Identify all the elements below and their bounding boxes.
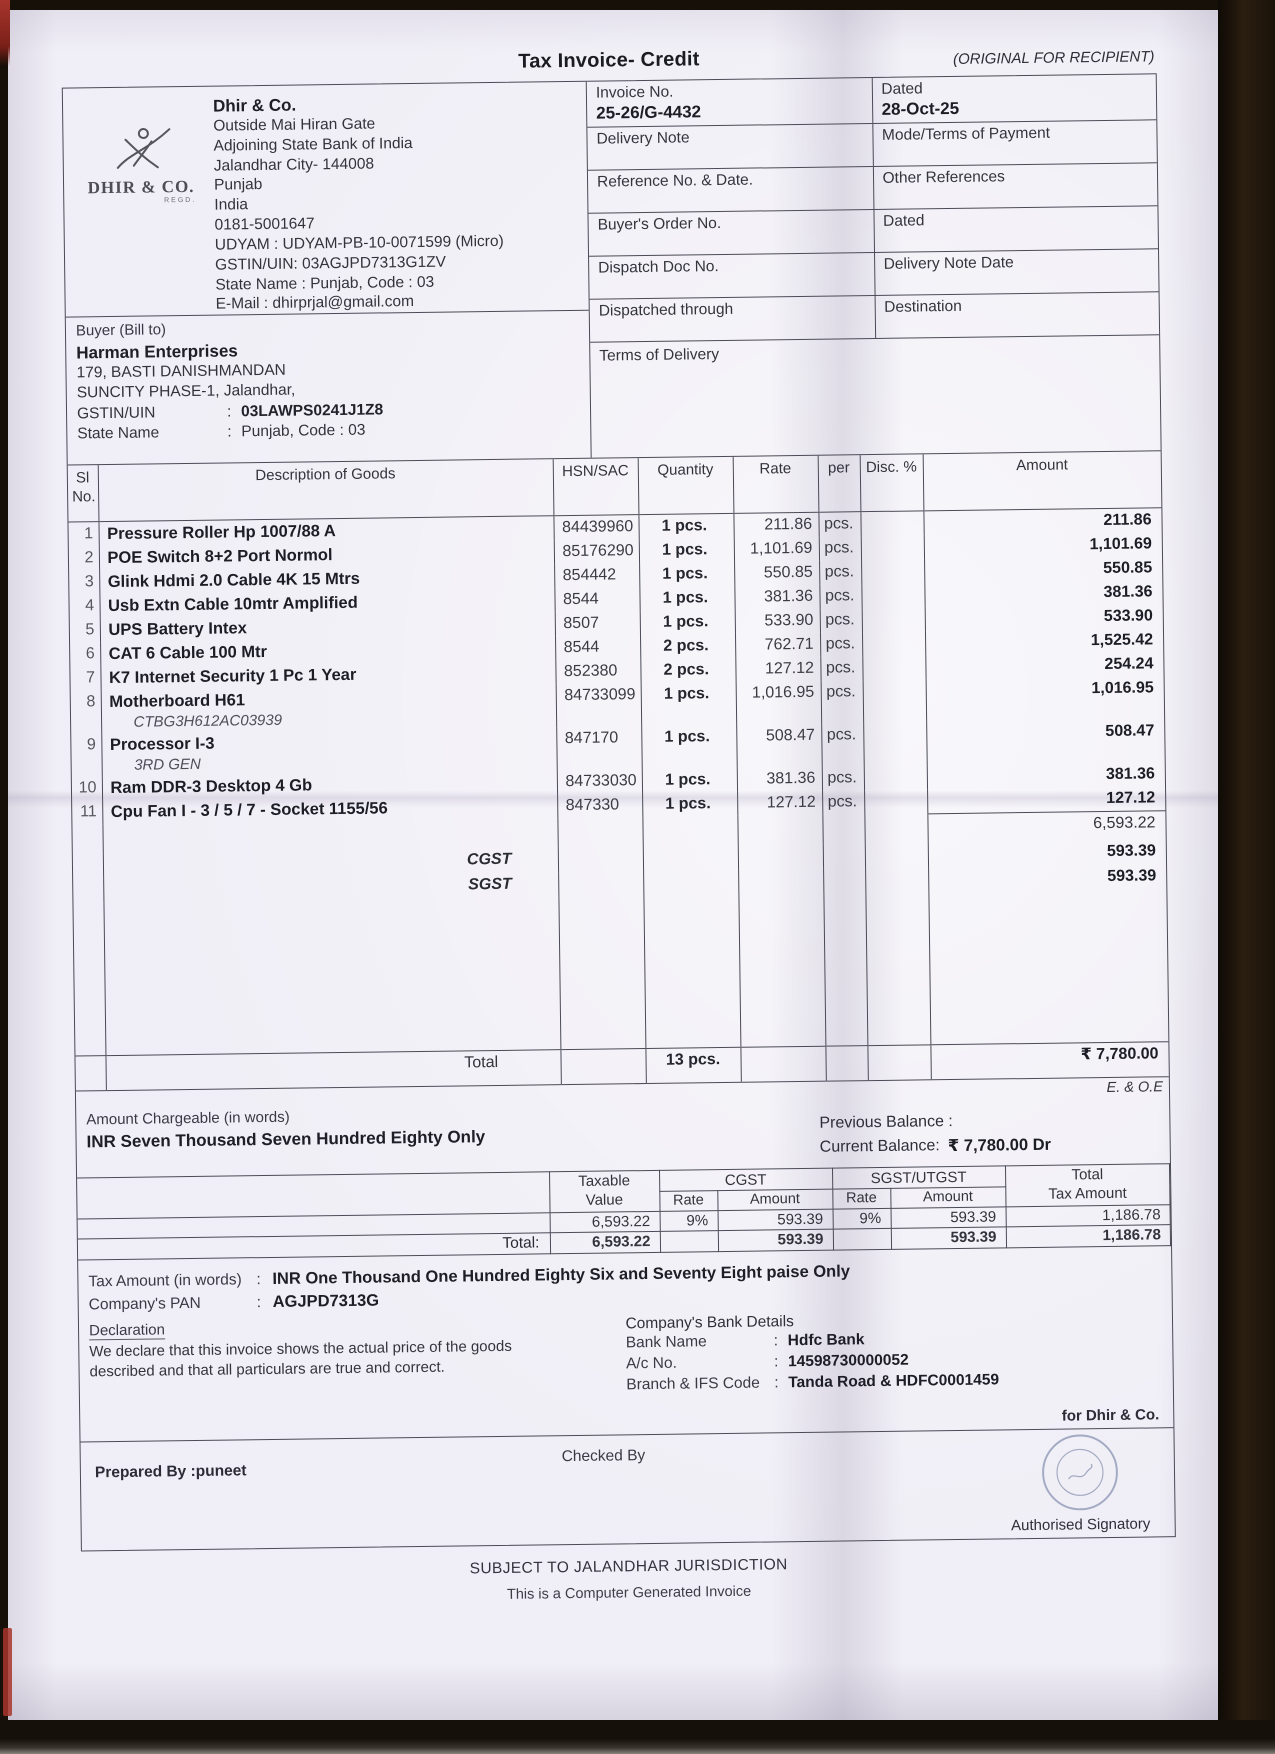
total-tax-header: Total Tax Amount [1005,1164,1170,1207]
item-amount: 381.36 [927,762,1165,789]
item-amount: 1,101.69 [924,532,1162,559]
item-hsn: 84733099 [556,683,642,727]
col-header-per: per [818,455,861,512]
cgst-amount-header: Amount [717,1189,832,1210]
tax-summary-table [77,1163,1171,1260]
tax-amount-in-words: INR One Thousand One Hundred Eighty Six and Seventy Eight paise Only [272,1262,851,1288]
col-header-quantity: Quantity [638,457,734,514]
item-amount: 211.86 [923,507,1161,535]
amount-in-words: INR Seven Thousand Seven Hundred Eighty Only [86,1126,486,1151]
meta-label: Reference No. & Date. [596,171,754,191]
scan-edge-bottom [0,1720,1275,1754]
company-logo [67,95,216,317]
bank-detail-row: Bank Name : Hdfc Bank [625,1330,865,1352]
item-description: Cpu Fan I - 3 / 5 / 7 - Socket 1155/56 [110,798,388,821]
item-amount: 1,525.42 [925,628,1163,655]
seller-address-line: India [214,196,249,214]
declaration-title: Declaration [88,1321,166,1340]
scan-edge-top [0,0,1275,10]
item-serial: 1 [84,524,94,542]
item-serial: 5 [85,620,95,638]
item-per: pcs. [820,656,862,681]
seller-address-line: Adjoining State Bank of India [213,134,413,155]
tax-total-label: Total: [78,1233,550,1260]
seller-name: Dhir & Co. [212,95,297,116]
buyer-name: Harman Enterprises [76,341,238,363]
item-rate: 550.85 [734,560,819,585]
scan-red-mark-bottom [3,1628,12,1716]
seller-address-line: Punjab [213,176,263,195]
item-discount [864,789,927,814]
items-table [68,451,1169,1091]
copy-type-label: (ORIGINAL FOR RECIPIENT) [952,48,1155,68]
item-per: pcs. [822,790,864,815]
meta-cell [588,210,873,257]
item-amount: 127.12 [927,786,1165,814]
seller-address-line: Outside Mai Hiran Gate [213,115,376,135]
item-per: pcs. [821,680,864,724]
meta-label: Dispatched through [598,300,734,320]
item-rate: 1,101.69 [734,536,819,561]
meta-label: Delivery Note Date [883,254,1014,273]
cgst-header: CGST [659,1168,832,1191]
item-rate: 508.47 [736,723,822,767]
item-serial: 11 [80,802,97,820]
meta-label: Other References [882,168,1005,187]
invoice-main-box [62,73,1176,1551]
bank-details-block [625,1308,1163,1411]
sgst-amount: 593.39 [928,864,1166,892]
items-subtotal: 6,593.22 [927,810,1165,842]
meta-cell [587,78,872,128]
cgst-rate: 9% [660,1210,718,1231]
col-header-hsn: HSN/SAC [553,458,639,515]
item-description: POE Switch 8+2 Port Normol [107,545,333,567]
item-rate: 127.12 [737,790,822,816]
item-discount [862,655,925,680]
item-per: pcs. [819,584,861,609]
col-header-disc: Disc. % [860,454,924,511]
meta-cell [587,124,872,171]
item-hsn: 8507 [555,611,640,636]
bank-detail-row: A/c No. : 14598730000052 [625,1351,909,1372]
buyer-state: State Name : Punjab, Code : 03 [77,421,366,443]
col-header-sl: Sl No. [68,465,99,521]
item-hsn: 847330 [557,793,642,819]
item-per: pcs. [818,511,860,536]
item-quantity: 1 pcs. [638,513,733,539]
item-serial: 7 [85,668,96,686]
item-hsn: 847170 [556,726,642,770]
for-company-label: for Dhir & Co. [1061,1406,1160,1425]
item-discount [863,679,927,723]
invoice-title: Tax Invoice- Credit [518,48,700,73]
seller-address-line: 0181-5001647 [214,215,315,234]
taxable-total: 6,593.22 [550,1231,660,1253]
meta-value: 25-26/G-4432 [596,102,702,123]
item-quantity: 1 pcs. [640,609,735,634]
item-description: Motherboard H61 [109,690,246,711]
item-rate: 533.90 [735,608,820,633]
item-description-cell [101,727,557,776]
item-per: pcs. [821,723,864,767]
meta-cell [589,253,874,300]
item-amount: 381.36 [924,580,1162,607]
item-discount [862,631,925,656]
item-serial: 9 [86,735,96,753]
item-hsn: 84439960 [553,514,638,540]
total-label: Total [105,1049,560,1090]
item-description: Pressure Roller Hp 1007/88 A [107,521,336,543]
item-serial: 2 [84,548,94,566]
current-balance-row: Current Balance: ₹ 7,780.00 Dr [820,1131,1160,1160]
total-tax-amount: 1,186.78 [1006,1204,1171,1226]
taxable-value: 6,593.22 [550,1211,660,1232]
item-quantity: 1 pcs. [642,791,737,817]
terms-of-delivery-label: Terms of Delivery [599,346,720,365]
item-amount: 254.24 [925,652,1163,679]
item-rate: 1,016.95 [736,680,822,724]
computer-generated-note: This is a Computer Generated Invoice [506,1583,752,1603]
company-logo-regd: REGD. [164,196,197,205]
item-per: pcs. [819,560,861,585]
item-hsn: 85176290 [554,539,639,564]
item-serial: 8 [86,692,96,710]
meta-cell [873,206,1158,253]
signature-block [999,1430,1160,1534]
item-rate: 127.12 [735,656,820,681]
item-serial: 10 [78,778,97,796]
item-quantity: 2 pcs. [640,657,735,682]
item-amount: 1,016.95 [926,676,1165,722]
company-logo-text: DHIR & CO. [87,176,195,198]
meta-label: Buyer's Order No. [597,214,722,234]
item-discount [864,765,927,790]
meta-cell [588,167,873,214]
item-discount [860,510,923,535]
item-description-cell [101,684,557,733]
sgst-rate-header: Rate [832,1188,890,1208]
item-discount [861,559,924,584]
item-per: pcs. [822,766,864,791]
item-amount: 550.85 [924,556,1162,583]
item-hsn: 8544 [554,587,639,612]
jurisdiction-note: SUBJECT TO JALANDHAR JURISDICTION [469,1555,788,1578]
declaration-block: Declaration We declare that this invoice shows the actual price of the goods described and that all particulars are true and correct. [88,1321,512,1381]
meta-label: Dated [881,80,923,98]
sgst-amount-header: Amount [890,1187,1005,1208]
cgst-tax-amount: 593.39 [718,1209,833,1231]
meta-value: 28-Oct-25 [881,98,960,119]
buyer-address-line: SUNCITY PHASE-1, Jalandhar, [76,381,296,402]
prepared-by-label: Prepared By :puneet [94,1462,247,1482]
item-per: pcs. [819,536,861,561]
invoice-meta-grid [587,74,1159,342]
meta-label: Delivery Note [596,129,690,148]
current-balance-value: ₹ 7,780.00 Dr [947,1135,1052,1155]
item-quantity: 1 pcs. [642,767,737,792]
meta-cell [872,163,1157,210]
item-description: UPS Battery Intex [108,618,247,639]
invoice-paper [8,10,1218,1722]
item-hsn: 854442 [554,563,639,588]
taxable-value-header: Taxable Value [549,1171,660,1213]
seller-address-line: E-Mail : dhirprjal@gmail.com [215,293,415,314]
meta-cell [872,120,1157,167]
bank-details-title: Company's Bank Details [625,1312,794,1333]
grand-total-amount: ₹ 7,780.00 [930,1041,1168,1079]
sgst-tax-amount: 593.39 [891,1207,1006,1229]
scan-edge-left [0,0,8,1754]
meta-cell [874,292,1159,339]
amount-chargeable-section [76,1095,1170,1176]
meta-cell [871,74,1156,124]
buyer-section-label: Buyer (Bill to) [75,321,167,340]
item-quantity: 1 pcs. [639,585,734,610]
buyer-gstin: GSTIN/UIN : 03LAWPS0241J1Z8 [76,400,384,422]
invoice-content [8,10,1218,1609]
meta-label: Mode/Terms of Payment [881,124,1051,144]
total-quantity: 13 pcs. [645,1047,740,1083]
scan-red-mark-top [0,0,10,66]
item-quantity: 2 pcs. [640,633,735,658]
sgst-header: SGST/UTGST [832,1166,1005,1189]
cgst-amount: 593.39 [928,839,1166,867]
item-quantity: 1 pcs. [641,681,737,725]
signature-strip [81,1427,1175,1550]
buyer-block [66,311,591,465]
previous-balance-row: Previous Balance : [819,1112,953,1132]
item-quantity: 1 pcs. [639,561,734,586]
meta-label: Invoice No. [595,83,674,102]
item-rate: 211.86 [733,512,818,538]
sgst-total: 593.39 [891,1227,1006,1250]
meta-label: Dated [882,212,925,230]
item-rate: 381.36 [737,766,822,791]
checked-by-label: Checked By [561,1446,646,1465]
item-description: Glink Hdmi 2.0 Cable 4K 15 Mtrs [107,569,361,591]
title-row [61,42,1156,79]
item-description: K7 Internet Security 1 Pc 1 Year [108,665,357,687]
col-header-amount: Amount [923,451,1162,510]
item-discount [863,722,927,766]
item-quantity: 1 pcs. [639,537,734,562]
seller-address-line: UDYAM : UDYAM-PB-10-0071599 (Micro) [214,232,504,254]
item-hsn: 852380 [555,659,640,684]
amount-chargeable-label: Amount Chargeable (in words) [86,1108,290,1128]
item-rate: 762.71 [735,632,820,657]
item-quantity: 1 pcs. [641,724,737,768]
item-hsn: 84733030 [557,769,642,794]
item-rate: 381.36 [734,584,819,609]
seller-address-line: State Name : Punjab, Code : 03 [215,273,435,294]
meta-label: Dispatch Doc No. [598,258,719,277]
item-per: pcs. [820,632,862,657]
buyer-address-line: 179, BASTI DANISHMANDAN [76,361,286,382]
tax-amount-in-words-row: Tax Amount (in words) : INR One Thousand One Hundred Eighty Six and Seventy Eight paise Only [88,1262,851,1291]
item-serial: 3 [84,572,94,590]
item-serial: 4 [85,596,95,614]
meta-label: Destination [884,297,962,316]
sgst-label: SGST [103,872,558,903]
seller-block [63,82,589,318]
scan-edge-right [1218,0,1275,1754]
col-header-description: Description of Goods [98,459,554,521]
item-discount [861,583,924,608]
item-description: Usb Extn Cable 10mtr Amplified [107,593,358,615]
item-description: Processor I-3 [109,734,215,754]
company-pan-row: Company's PAN : AGJPD7313G [88,1291,380,1314]
item-description-subline: 3RD GEN [134,755,201,774]
item-discount [862,607,925,632]
cgst-total: 593.39 [718,1229,833,1252]
seller-address-line: Jalandhar City- 144008 [213,155,375,175]
item-description-subline: CTBG3H612AC03939 [133,711,283,731]
meta-cell [874,249,1159,296]
sgst-rate: 9% [833,1208,891,1229]
seller-address-line: GSTIN/UIN: 03AGJPD7313G1ZV [215,253,447,274]
company-pan: AGJPD7313G [272,1291,380,1311]
company-logo-figure-icon [103,123,178,176]
invoice-header-section [63,74,1161,465]
eoe-label: E. & O.E [1106,1078,1164,1096]
item-description: Ram DDR-3 Desktop 4 Gb [110,775,313,797]
item-amount: 508.47 [926,719,1165,765]
tax-grand-total: 1,186.78 [1006,1224,1171,1247]
item-serial: 6 [85,644,95,662]
item-discount [861,535,924,560]
item-amount: 533.90 [925,604,1163,631]
col-header-rate: Rate [733,456,819,513]
company-stamp [1038,1431,1121,1514]
item-hsn: 8544 [555,635,640,660]
meta-cell [590,296,875,343]
item-per: pcs. [820,608,862,633]
bank-detail-row: Branch & IFS Code : Tanda Road & HDFC0001459 [626,1371,1000,1393]
item-description: CAT 6 Cable 100 Mtr [108,642,268,663]
authorised-signatory-label: Authorised Signatory [1010,1515,1151,1535]
cgst-label: CGST [103,847,558,878]
cgst-rate-header: Rate [659,1191,717,1211]
table-spacer-row [73,889,1168,1056]
